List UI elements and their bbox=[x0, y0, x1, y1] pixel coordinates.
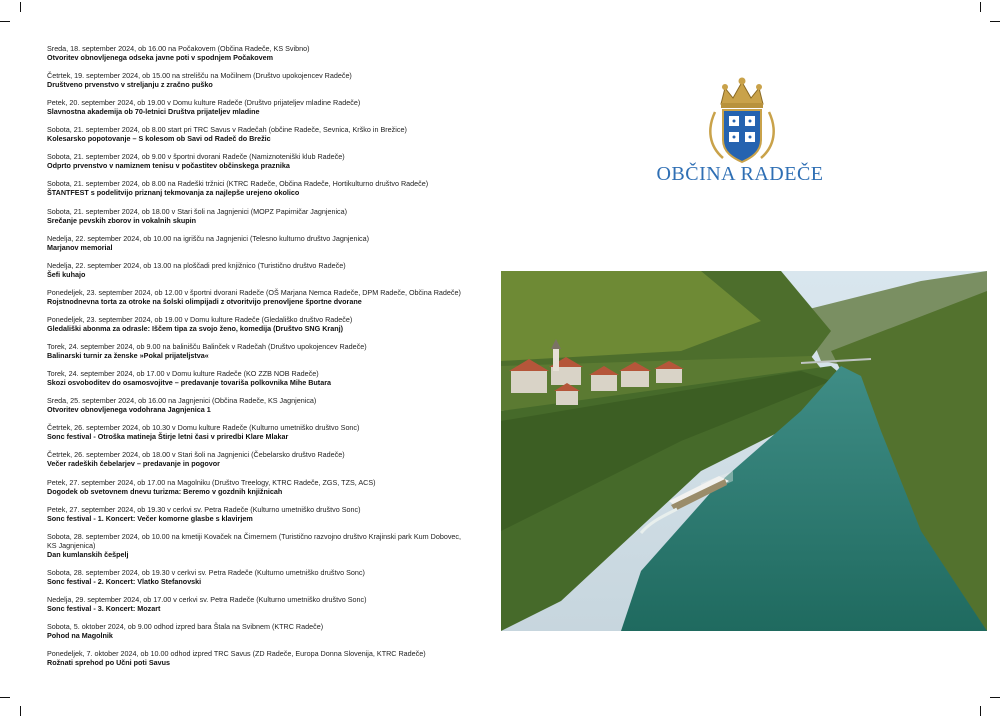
event-title: Kolesarsko popotovanje – S kolesom ob Savi od Radeč do Brežic bbox=[47, 134, 271, 144]
list-item bbox=[47, 71, 467, 98]
shield-icon bbox=[723, 110, 761, 162]
event-date: Petek, 27. september 2024, ob 17.00 na Magolniku (Društvo Treelogy, KTRC Radeče, ZGS, TZS, ACS) bbox=[47, 477, 376, 487]
event-date: Četrtek, 19. september 2024, ob 15.00 na strelišču na Močilnem (Društvo upokojencev Radeče) bbox=[47, 71, 352, 81]
event-title: Šefi kuhajo bbox=[47, 269, 86, 279]
event-title: Slavnostna akademija ob 70-letnici Društva prijateljev mladine bbox=[47, 107, 260, 117]
event-date: Sobota, 21. september 2024, ob 8.00 start pri TRC Savus v Radečah (občine Radeče, Sevnica, Krško in Brežice) bbox=[47, 125, 407, 135]
event-date: Sobota, 28. september 2024, ob 10.00 na kmetiji Kovaček na Čimernem (Turistično razvojno društvo Krajinski park Kum Dobovec, KS Jagnjenica) bbox=[47, 531, 462, 550]
event-date: Sobota, 28. september 2024, ob 19.30 v cerkvi sv. Petra Radeče (Kulturno umetniško društvo Sonc) bbox=[47, 567, 365, 577]
list-item bbox=[47, 315, 467, 342]
list-item bbox=[47, 595, 467, 622]
event-date: Petek, 27. september 2024, ob 19.30 v cerkvi sv. Petra Radeče (Kulturno umetniško društvo Sonc) bbox=[47, 504, 361, 514]
list-item bbox=[47, 396, 467, 423]
crown-icon bbox=[721, 78, 763, 109]
event-date: Petek, 20. september 2024, ob 19.00 v Domu kulture Radeče (Društvo prijateljev mladine Radeče) bbox=[47, 98, 361, 108]
list-item bbox=[47, 288, 467, 315]
list-item bbox=[47, 505, 467, 532]
crop-mark bbox=[990, 697, 1000, 698]
event-date: Sreda, 25. september 2024, ob 16.00 na Jagnjenici (Občina Radeče, KS Jagnjenica) bbox=[47, 396, 317, 406]
crop-mark bbox=[20, 2, 21, 12]
list-item bbox=[47, 44, 467, 71]
event-date: Četrtek, 26. september 2024, ob 10.30 v Domu kulture Radeče (Kulturno umetniško društvo Sonc) bbox=[47, 423, 360, 433]
event-title: Večer radeških čebelarjev – predavanje in pogovor bbox=[47, 459, 220, 469]
list-item bbox=[47, 649, 467, 676]
river-landscape-photo bbox=[501, 271, 987, 631]
event-title: Gledališki abonma za odrasle: Iščem tipa za svojo ženo, komedija (Društvo SNG Kranj) bbox=[47, 323, 343, 333]
list-item bbox=[47, 478, 467, 505]
event-title: Dogodek ob svetovnem dnevu turizma: Beremo v gozdnih knjižnicah bbox=[47, 486, 283, 496]
event-title: Rožnati sprehod po Učni poti Savus bbox=[47, 657, 170, 667]
event-date: Nedelja, 22. september 2024, ob 13.00 na ploščadi pred knjižnico (Turistično društvo Radeče) bbox=[47, 260, 346, 270]
crop-mark bbox=[0, 21, 10, 22]
event-date: Sreda, 18. september 2024, ob 16.00 na Počakovem (Občina Radeče, KS Svibno) bbox=[47, 44, 310, 53]
event-title: Sonc festival - Otroška matineja Štirje letni časi v priredbi Klare Mlakar bbox=[47, 432, 289, 442]
event-date: Sobota, 21. september 2024, ob 9.00 v športni dvorani Radeče (Namiznoteniški klub Radeče) bbox=[47, 152, 345, 162]
event-title: Pohod na Magolnik bbox=[47, 630, 113, 640]
event-title: Otvoritev obnovljenega vodohrana Jagnjenica 1 bbox=[47, 405, 211, 415]
event-title: Sonc festival - 2. Koncert: Vlatko Stefanovski bbox=[47, 576, 202, 586]
event-title: Balinarski turnir za ženske »Pokal prijateljstva« bbox=[47, 351, 209, 361]
event-list bbox=[47, 44, 467, 676]
list-item bbox=[47, 342, 467, 369]
event-title: Društveno prvenstvo v streljanju z zračno puško bbox=[47, 80, 213, 90]
event-date: Nedelja, 22. september 2024, ob 10.00 na igrišču na Jagnjenici (Telesno kulturno društvo Jagnjenica) bbox=[47, 233, 370, 243]
list-item bbox=[47, 179, 467, 206]
event-title: Otvoritev obnovljenega odseka javne poti v spodnjem Počakovem bbox=[47, 53, 274, 62]
event-title: Dan kumlanskih češpelj bbox=[47, 549, 129, 559]
crop-mark bbox=[980, 2, 981, 12]
list-item bbox=[47, 532, 467, 568]
list-item bbox=[47, 234, 467, 261]
crop-mark bbox=[990, 21, 1000, 22]
event-title: Odprto prvenstvo v namiznem tenisu v počastitev občinskega praznika bbox=[47, 161, 290, 171]
list-item bbox=[47, 622, 467, 649]
list-item bbox=[47, 450, 467, 477]
event-title: Marjanov memorial bbox=[47, 242, 113, 252]
event-date: Ponedeljek, 23. september 2024, ob 12.00 v športni dvorani Radeče (OŠ Marjana Nemca Radeče, DPM Radeče, Občina Radeče) bbox=[47, 287, 461, 297]
crop-mark bbox=[980, 706, 981, 716]
list-item bbox=[47, 261, 467, 288]
event-date: Torek, 24. september 2024, ob 9.00 na balinišču Balinček v Radečah (Društvo upokojencev Radeče) bbox=[47, 342, 367, 352]
crop-mark bbox=[20, 706, 21, 716]
event-date: Četrtek, 26. september 2024, ob 18.00 v Stari šoli na Jagnjenici (Čebelarsko društvo Radeče) bbox=[47, 450, 345, 460]
event-title: Sonc festival - 3. Koncert: Mozart bbox=[47, 603, 161, 613]
event-date: Sobota, 21. september 2024, ob 8.00 na Radeški tržnici (KTRC Radeče, Občina Radeče, Hortikulturno društvo Radeče) bbox=[47, 179, 429, 189]
list-item bbox=[47, 568, 467, 595]
list-item bbox=[47, 369, 467, 396]
event-title: Rojstnodnevna torta za otroke na šolski olimpijadi z otvoritvijo prenovljene športne dvorane bbox=[47, 296, 362, 306]
brand-name: OBČINA RADEČE bbox=[656, 163, 824, 185]
event-date: Sobota, 5. oktober 2024, ob 9.00 odhod izpred bara Štala na Svibnem (KTRC Radeče) bbox=[47, 621, 324, 631]
list-item bbox=[47, 152, 467, 179]
event-title: Sonc festival - 1. Koncert: Večer komorne glasbe s klavirjem bbox=[47, 513, 253, 523]
event-date: Ponedeljek, 7. oktober 2024, ob 10.00 odhod izpred TRC Savus (ZD Radeče, Europa Donna Slovenija, KTRC Radeče) bbox=[47, 648, 426, 658]
event-title: Skozi osvoboditev do osamosvojitve – predavanje tovariša polkovnika Mihe Butara bbox=[47, 378, 331, 388]
list-item bbox=[47, 98, 467, 125]
event-date: Sobota, 21. september 2024, ob 18.00 v Stari šoli na Jagnjenici (MOPZ Papirničar Jagnjenica) bbox=[47, 206, 348, 216]
event-date: Torek, 24. september 2024, ob 17.00 v Domu kulture Radeče (KO ZZB NOB Radeče) bbox=[47, 369, 319, 379]
event-date: Nedelja, 29. september 2024, ob 17.00 v cerkvi sv. Petra Radeče (Kulturno umetniško društvo Sonc) bbox=[47, 594, 367, 604]
list-item bbox=[47, 125, 467, 152]
event-title: Srečanje pevskih zborov in vokalnih skupin bbox=[47, 215, 196, 225]
list-item bbox=[47, 423, 467, 450]
event-date: Ponedeljek, 23. september 2024, ob 19.00 v Domu kulture Radeče (Gledališko društvo Radeče) bbox=[47, 314, 353, 324]
crop-mark bbox=[0, 697, 10, 698]
event-title: ŠTANTFEST s podelitvijo priznanj tekmovanja za najlepše urejeno okolico bbox=[47, 188, 300, 198]
list-item bbox=[47, 207, 467, 234]
